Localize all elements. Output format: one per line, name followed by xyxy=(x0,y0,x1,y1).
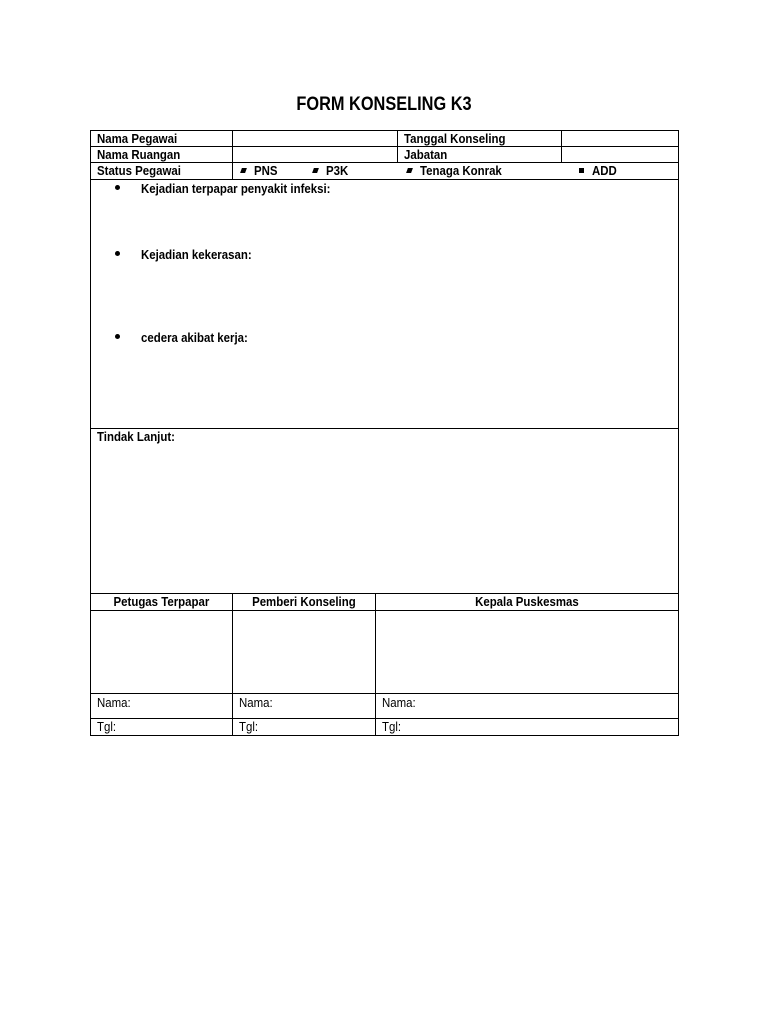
events-section[interactable] xyxy=(91,180,679,429)
name-field-pemberi[interactable]: Nama: xyxy=(233,694,376,719)
tanggal-konseling-label: Tanggal Konseling xyxy=(398,131,562,147)
signature-header-pemberi: Pemberi Konseling xyxy=(233,594,376,611)
bullet-icon xyxy=(115,185,120,190)
signature-header-petugas: Petugas Terpapar xyxy=(91,594,233,611)
follow-up-section[interactable] xyxy=(91,429,679,594)
signature-box-petugas[interactable] xyxy=(91,611,233,694)
row-nama-ruangan xyxy=(91,147,679,163)
name-field-petugas[interactable]: Nama: xyxy=(91,694,233,719)
jabatan-field[interactable] xyxy=(562,147,679,163)
status-option-tenaga-konrak[interactable]: Tenaga Konrak xyxy=(407,163,513,178)
signature-space-row xyxy=(91,611,679,694)
form-title: FORM KONSELING K3 xyxy=(296,94,472,115)
date-field-pemberi[interactable]: Tgl: xyxy=(233,719,376,736)
signature-header-kepala: Kepala Puskesmas xyxy=(376,594,679,611)
checkbox-icon xyxy=(579,168,584,173)
bullet-icon xyxy=(115,334,120,339)
nama-ruangan-label: Nama Ruangan xyxy=(91,147,233,163)
status-pegawai-label: Status Pegawai xyxy=(91,163,233,180)
jabatan-label: Jabatan xyxy=(398,147,562,163)
counseling-form-table xyxy=(90,130,679,736)
event-item-infection: Kejadian terpapar penyakit infeksi: xyxy=(115,181,356,196)
status-options xyxy=(233,163,679,180)
nama-ruangan-field[interactable] xyxy=(233,147,398,163)
follow-up-label: Tindak Lanjut: xyxy=(97,429,175,444)
nama-pegawai-field[interactable] xyxy=(233,131,398,147)
checkbox-icon xyxy=(312,168,319,173)
row-nama-pegawai xyxy=(91,131,679,147)
nama-pegawai-label: Nama Pegawai xyxy=(91,131,233,147)
date-field-kepala[interactable]: Tgl: xyxy=(376,719,679,736)
row-status-pegawai xyxy=(91,163,679,180)
signature-box-pemberi[interactable] xyxy=(233,611,376,694)
name-field-kepala[interactable]: Nama: xyxy=(376,694,679,719)
date-field-petugas[interactable]: Tgl: xyxy=(91,719,233,736)
signature-name-row xyxy=(91,694,679,719)
tanggal-konseling-field[interactable] xyxy=(562,131,679,147)
event-item-violence: Kejadian kekerasan: xyxy=(115,247,267,262)
signature-box-kepala[interactable] xyxy=(376,611,679,694)
event-item-work-injury: cedera akibat kerja: xyxy=(115,330,262,345)
checkbox-icon xyxy=(406,168,413,173)
status-option-pns[interactable]: PNS xyxy=(241,163,281,178)
status-option-p3k[interactable]: P3K xyxy=(313,163,351,178)
signature-date-row xyxy=(91,719,679,736)
row-follow-up xyxy=(91,429,679,594)
signature-header-row xyxy=(91,594,679,611)
row-events xyxy=(91,180,679,429)
checkbox-icon xyxy=(240,168,247,173)
bullet-icon xyxy=(115,251,120,256)
status-option-add[interactable]: ADD xyxy=(579,163,620,178)
